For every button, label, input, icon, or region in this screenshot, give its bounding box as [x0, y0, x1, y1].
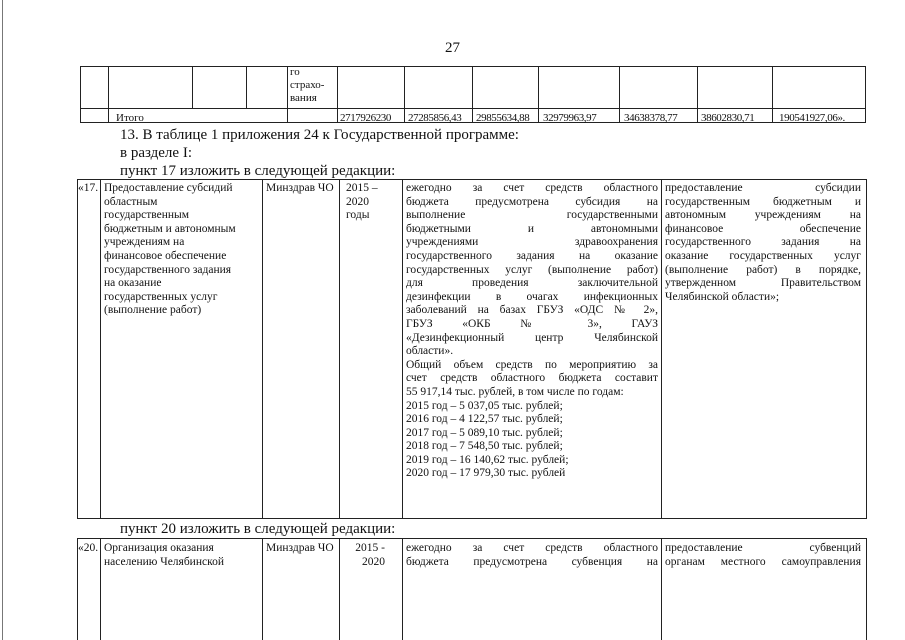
desc-line: бюджета предусмотрена субвенция на [406, 555, 658, 568]
desc-line: заболеваний на базах ГБУЗ «ОДС № 2», [406, 304, 658, 317]
total-value: 32979963,97 [543, 112, 597, 124]
name-line: государственных услуг [104, 290, 218, 303]
desc-line: области». [406, 345, 454, 358]
name-line: на оказание [104, 277, 162, 290]
desc-line: ежегодно за счет средств областного [406, 542, 658, 554]
desc-line: 2017 год – 5 089,10 тыс. рублей; [406, 426, 563, 439]
desc-line: 2020 год – 17 979,30 тыс. рублей [406, 467, 566, 480]
name-line: Организация оказания [104, 542, 214, 554]
desc-line: ежегодно за счет средств областного [406, 182, 658, 194]
desc-line: 55 917,14 тыс. рублей, в том числе по годам: [406, 385, 624, 398]
result-line: государственного задания на [665, 236, 861, 249]
period-line: годы [346, 209, 370, 222]
desc-line: выполнение государственными [406, 209, 658, 222]
desc-line: «Дезинфекционный центр Челябинской [406, 331, 658, 344]
result-line: утвержденном Правительством [665, 277, 861, 290]
desc-line: ГБУЗ «ОКБ № 3», ГАУЗ [406, 317, 658, 330]
paragraph-item-17-intro: пункт 17 изложить в следующей редакции: [120, 163, 396, 179]
row-20-description [406, 542, 658, 569]
row-17-result [665, 182, 861, 304]
name-line: государственным [104, 209, 190, 222]
result-line: (выполнение работ) в порядке, [665, 263, 861, 276]
paragraph-item-20-intro: пункт 20 изложить в следующей редакции: [120, 521, 396, 537]
desc-line: счет средств областного бюджета составит [406, 372, 658, 385]
name-line: Предоставление субсидий [104, 182, 233, 194]
total-value: 190541927,06». [779, 112, 845, 124]
result-line: предоставление субвенций [665, 542, 861, 554]
row-20-name [104, 542, 260, 569]
row-17-executor: Минздрав ЧО [266, 182, 334, 194]
name-line: населению Челябинской [104, 555, 225, 568]
period-line: 2020 [362, 555, 385, 568]
row-20-executor: Минздрав ЧО [266, 542, 334, 554]
total-value: 27285856,43 [408, 112, 462, 124]
desc-line: 2019 год – 16 140,62 тыс. рублей; [406, 453, 569, 466]
desc-line: 2015 год – 5 037,05 тыс. рублей; [406, 399, 563, 412]
scan-edge-line [2, 0, 3, 640]
row-20-period [327, 542, 385, 569]
desc-line: государственных услуг (выполнение работ) [406, 263, 658, 276]
desc-line: для проведения заключительной [406, 277, 658, 290]
desc-line: 2018 год – 7 548,50 тыс. рублей; [406, 440, 563, 453]
period-line: 2020 [346, 195, 369, 208]
fragment-line: вания [290, 92, 317, 104]
page-number: 27 [445, 40, 460, 56]
name-line: финансовое обеспечение [104, 249, 227, 262]
desc-line: государственного задания на оказание [406, 249, 658, 262]
result-line: Челябинской области»; [665, 290, 780, 303]
fragment-line: го [290, 66, 300, 78]
name-line: государственного задания [104, 263, 232, 276]
result-line: автономным учреждениям на [665, 209, 861, 222]
total-label: Итого [116, 112, 144, 124]
total-value: 34638378,77 [624, 112, 678, 124]
name-line: учреждениям на [104, 236, 185, 249]
period-line: 2015 – [346, 182, 378, 194]
desc-line: бюджета предусмотрена субсидия на [406, 195, 658, 208]
row-17-description [406, 182, 658, 481]
period-line: 2015 - [355, 542, 385, 554]
fragment-line: страхо- [290, 79, 325, 91]
result-line: предоставление субсидии [665, 182, 861, 194]
result-line: оказание государственных услуг [665, 249, 861, 262]
row-17-number: «17. [78, 182, 99, 194]
paragraph-item-13: 13. В таблице 1 приложения 24 к Государственной программе: [120, 127, 519, 143]
result-line: органам местного самоуправления [665, 555, 861, 568]
total-value: 29855634,88 [476, 112, 530, 124]
result-line: финансовое обеспечение [665, 222, 861, 235]
row-20-result [665, 542, 861, 569]
desc-line: бюджетными и автономными [406, 222, 658, 235]
row-17-name [104, 182, 260, 318]
table-fragment-cell [290, 66, 324, 105]
row-20-number: «20. [78, 542, 99, 554]
desc-line: 2016 год – 4 122,57 тыс. рублей; [406, 413, 563, 426]
total-value: 2717926230 [340, 112, 392, 124]
result-line: государственным бюджетным и [665, 195, 861, 208]
desc-line: Общий объем средств по мероприятию за [406, 358, 658, 371]
total-value: 38602830,71 [701, 112, 755, 124]
row-17-period [346, 182, 378, 223]
paragraph-section: в разделе I: [120, 145, 192, 161]
desc-line: учреждениями здравоохранения [406, 236, 658, 249]
name-line: бюджетным и автономным [104, 222, 236, 235]
name-line: (выполнение работ) [104, 304, 202, 317]
name-line: областным [104, 195, 158, 208]
desc-line: дезинфекции в очагах инфекционных [406, 290, 658, 303]
